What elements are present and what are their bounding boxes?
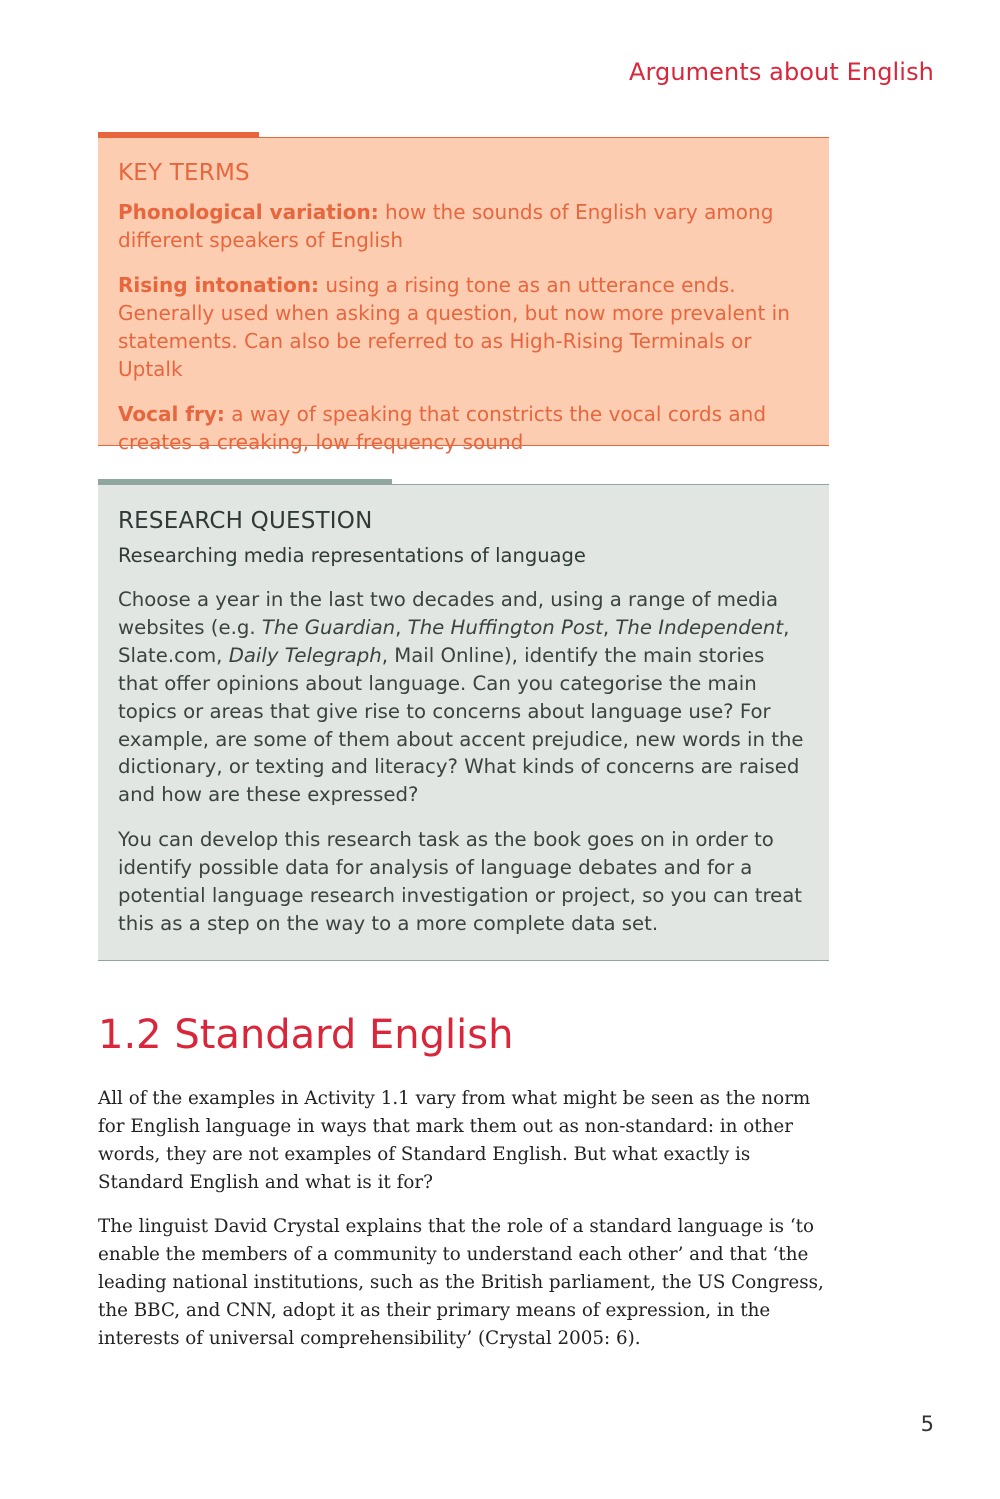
text-run: , Mail Online), identify the main stories that offer opinions about language. Can you categorise the main topics or areas that give rise to concerns about language use? For example, are some of them about accent prejudice, new words in the dictionary, or texting and literacy? What kinds of concerns are raised and how are these expressed? bbox=[118, 643, 804, 807]
key-term-label: Phonological variation: bbox=[118, 200, 379, 224]
key-term bbox=[118, 400, 809, 456]
research-question-box bbox=[98, 484, 829, 961]
research-question-title: RESEARCH QUESTION bbox=[118, 508, 373, 534]
key-term bbox=[118, 271, 809, 383]
key-terms-title: KEY TERMS bbox=[118, 160, 250, 186]
publication-name: The Independent bbox=[615, 615, 784, 639]
section-heading: 1.2 Standard English bbox=[98, 1012, 514, 1058]
text-run: , bbox=[602, 615, 616, 639]
text-run: Choose a year in the last two decades and, using a range of media websites (e.g. bbox=[118, 588, 779, 639]
page-number: 5 bbox=[920, 1412, 934, 1436]
publication-name: Daily Telegraph bbox=[228, 643, 382, 667]
key-term-definition: using a rising tone as an utterance ends. Generally used when asking a question, but now more prevalent in statements. Can also be referred to as High-Rising Terminals or Uptalk bbox=[118, 273, 790, 381]
key-terms-box bbox=[98, 137, 829, 454]
research-question-paragraph: You can develop this research task as the book goes on in order to identify possible data for analysis of language debates and for a potential language research investigation or project, so you can treat this as a step on the way to a more complete data set. bbox=[118, 828, 803, 935]
key-term-label: Vocal fry: bbox=[118, 402, 225, 426]
key-term-label: Rising intonation: bbox=[118, 273, 320, 297]
research-question-subtitle: Researching media representations of language bbox=[118, 544, 586, 567]
body-paragraph: All of the examples in Activity 1.1 vary from what might be seen as the norm for English language in ways that mark them out as non-standard: in other words, they are not examples of Standard English. But what exactly is Standard English and what is it for? bbox=[98, 1088, 811, 1193]
publication-name: The Guardian bbox=[261, 615, 396, 639]
research-question-paragraph bbox=[118, 586, 809, 809]
key-term bbox=[118, 198, 809, 254]
text-run: , Slate.com, bbox=[118, 615, 790, 667]
text-run: , bbox=[395, 615, 408, 639]
running-head: Arguments about English bbox=[628, 58, 934, 86]
body-paragraph: The linguist David Crystal explains that the role of a standard language is ‘to enable the members of a community to understand each other’ and that ‘the leading national institutions, such as the British parliament, the US Congress, the BBC, and CNN, adopt it as their primary means of expression, in the interests of universal comprehensibility’ (Crystal 2005: 6). bbox=[98, 1216, 824, 1349]
publication-name: The Huffington Post bbox=[407, 615, 603, 639]
key-term-definition: a way of speaking that constricts the vocal cords and creates a creaking, low frequency sound bbox=[118, 402, 767, 454]
key-term-definition: how the sounds of English vary among different speakers of English bbox=[118, 200, 774, 252]
